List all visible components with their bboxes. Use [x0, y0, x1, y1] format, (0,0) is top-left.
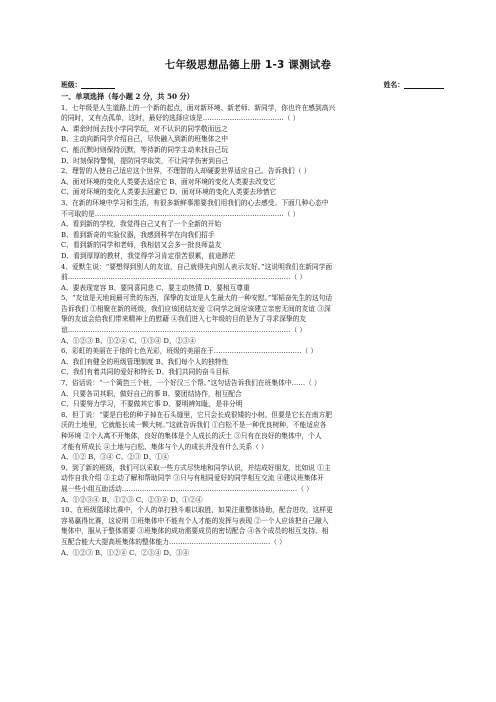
text-line: 展一些小组互助活动……………………………………………………………………（ ）: [61, 484, 313, 493]
question-lines: [61, 103, 446, 559]
text-line: 互配合能大大提高班集体的整体能力………………………………………（ ）: [61, 537, 286, 546]
text-line: A、①②③ B、①②④ C、②③④ D、③④: [61, 548, 190, 557]
text-line: 集体中，服从于整体需要 ③班集体的成功需要成员的密切配合 ④各个成员的相互支持、相: [61, 527, 329, 536]
info-row: [61, 79, 444, 91]
text-line: 10、在班级篮球比赛中，个人的单打独斗难以取胜，如果注重整体协助，配合进攻，这样更: [61, 506, 333, 515]
text-line: 沃的土地里，它就能长成一颗大树。”这就告诉我们 ①白松不是一种优良树种，不能适应各: [61, 421, 327, 430]
text-line: D、时刻保持警惕，提防同学取笑，不让同学伤害到自己: [61, 156, 229, 165]
text-line: 2、理智的人使自己适应这个世界，不理智的人却硬要世界适应自己。告诉我们（ ）: [61, 167, 311, 176]
text-line: A、看到新的学校，我觉得自己又有了一个全新的开始: [61, 220, 222, 229]
section-heading: 一、单项选择（每小题 2 分，共 50 分）: [61, 92, 194, 101]
class-label: 班级：: [61, 81, 82, 89]
text-line: A、面对环境的变化人类要去适应它 B、面对环境的变化人类要去改变它: [61, 177, 276, 186]
text-line: 6、彩虹的美丽在于他的七色光彩，班级的美丽在于…………………………………（ ）: [61, 347, 318, 356]
text-line: 1、七年级是人生道路上的一个新的起点，面对新环境、新老师、新同学，你也许在感到高兴: [61, 103, 336, 112]
text-line: 7、俗话说：“一个篱笆三个桩，一个好汉三个帮。”这句话告诉我们在班集体中……（ ）: [61, 379, 321, 388]
text-line: 种环境 ②个人离不开集体，良好的集体是个人成长的沃土 ③只有在良好的集体中，个人: [61, 432, 322, 440]
text-line: 9、到了新的班级，我们可以采取一些方式尽快地和同学认识，并结成好朋友，比如说 ①主: [61, 463, 331, 472]
class-field: [61, 79, 115, 89]
text-line: A、①②③ B、①②④ C、①③④ D、②③④: [61, 336, 196, 345]
text-line: C、看到新的同学和老师，我相信又会多一批良师益友: [61, 241, 222, 250]
text-line: C、面对环境的变化人类要去回避它 D、面对环境的变化人类要去珍惜它: [61, 188, 277, 197]
text-line: A、我们有健全的班级管理制度 B、我们每个人的独特性: [61, 357, 229, 366]
text-line: 不可取的是…………………………………………………………………………（ ）: [61, 209, 300, 218]
text-line: A、课余时间去找小学同学玩，对不认识的同学敬而远之: [61, 124, 228, 133]
class-blank[interactable]: [81, 80, 115, 89]
text-line: 动作自我介绍 ②主动了解和帮助同学 ③只与有相同爱好的同学相互交流 ④建议班集体开: [61, 474, 324, 483]
text-line: 告诉我们 ①相聚在新的班级，我们应该团结友爱 ②同学之间应该建立亲密无间的友谊 ③深: [61, 304, 331, 313]
text-line: 的同时，又有点孤单，这时，最好的选择应该是………………………………（ ）: [61, 114, 300, 123]
question-list: [61, 92, 446, 558]
text-line: 容易赢得比赛，这说明 ①班集体中不能有个人才能的发挥与表现 ②一个人应该把自己融入: [61, 516, 329, 525]
text-line: 谊………………………………………………………………………………………（ ）: [61, 326, 307, 335]
text-line: 3、在新的环境中学习和生活，有很多新鲜事需要我们用我们的心去感受。下面几种心态中: [61, 198, 329, 207]
text-line: 前………………………………………………………………………………………（ ）: [61, 273, 307, 282]
text-line: B、主动向新同学介绍自己，尽快融入到新的班集体之中: [61, 135, 228, 144]
text-line: A、①② B、③④ C、②③ D、①④: [61, 453, 169, 462]
text-line: 5、“友谊是天地间最可贵的东西，深挚的友谊是人生最大的一种安慰。”邹韬奋先生的这句话: [61, 294, 333, 303]
name-field: [384, 79, 444, 89]
text-line: D、看到厚厚的教材，我觉得学习肯定很苦很累，前途渺茫: [61, 251, 236, 260]
text-line: A、①②③④ B、①②③ C、②③④ D、①②④: [61, 495, 203, 504]
text-line: C、只要努力学习，不要做其它事 D、要明辨知耻，是非分明: [61, 400, 243, 409]
text-line: A、要表现宽容 B、要同喜同悲 C、要主动热情 D、要相互尊重: [61, 283, 250, 292]
name-label: 姓名：: [383, 81, 404, 89]
text-line: 8、但丁说：“要是白松的种子掉在石头缝里，它只会长成很矮的小树。但要是它长在南方肥: [61, 410, 332, 419]
text-line: 挚的友谊会给我们带来精神上的慰藉 ④我们进入七年级的目的是为了寻求深挚的友: [61, 315, 307, 324]
text-line: 才能有所成长 ④土地与白松、集体与个人的成长并没有什么关系（ ）: [61, 442, 268, 451]
text-line: C、能沉默时则保持沉默，等待新的同学主动来找自己玩: [61, 145, 229, 154]
text-line: B、看到新奇的实验仪器，我感到科学在向我们招手: [61, 230, 215, 239]
text-line: A、只要各司其职，做好自己的事 B、要团结协作，相互配合: [61, 389, 242, 398]
text-line: C、我们有着共同的爱好和特长 D、我们共同的奋斗目标: [61, 368, 229, 377]
text-line: 4、爱默生说：“要想得到别人的友谊，自己就得先向别人表示友好。”这说明我们在新同学面: [61, 262, 333, 271]
name-blank[interactable]: [404, 80, 444, 89]
page-title: 七年级思想品德上册 1-3 课测试卷: [164, 59, 332, 71]
